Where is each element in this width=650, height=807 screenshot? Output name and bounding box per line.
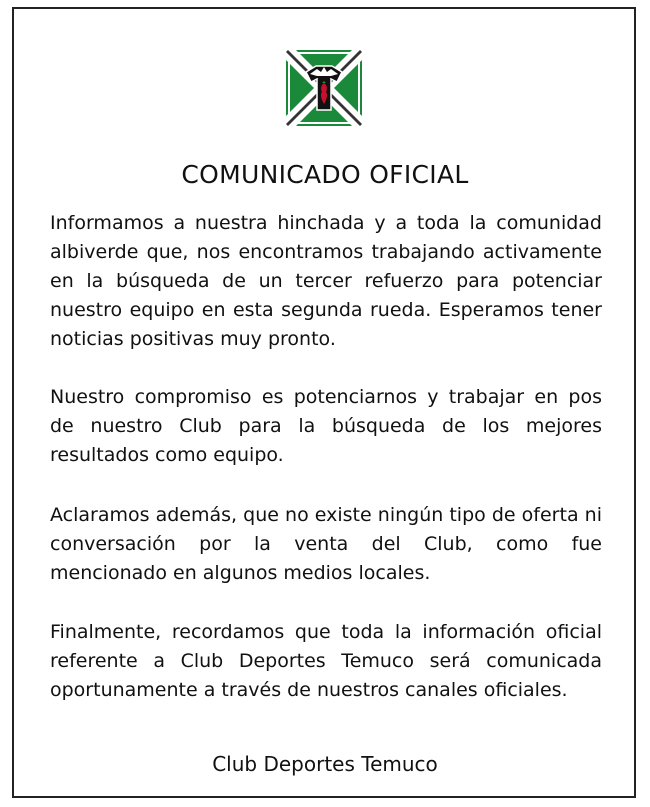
paragraph-3: Aclaramos además, que no existe ningún tipo de oferta ni conversación por la venta del Club, como fue mencionado en algunos medios locales. — [50, 504, 602, 584]
club-deportes-temuco-crest-icon — [286, 50, 362, 126]
paragraph-1: Informamos a nuestra hinchada y a toda la comunidad albiverde que, nos encontramos trabajando activamente en la búsqueda de un tercer refuerzo para potenciar nuestro equipo en esta segunda rueda. Esperamos tener noticias positivas muy pronto. — [50, 212, 602, 350]
signature: Club Deportes Temuco — [212, 752, 438, 776]
paragraph-4: Finalmente, recordamos que toda la información oficial referente a Club Deportes Temuco será comunicada oportunamente a través de nuestros canales oficiales. — [50, 621, 602, 701]
document-title: COMUNICADO OFICIAL — [181, 160, 469, 189]
paragraph-2: Nuestro compromiso es potenciarnos y trabajar en pos de nuestro Club para la búsqueda de los mejores resultados como equipo. — [50, 386, 602, 466]
